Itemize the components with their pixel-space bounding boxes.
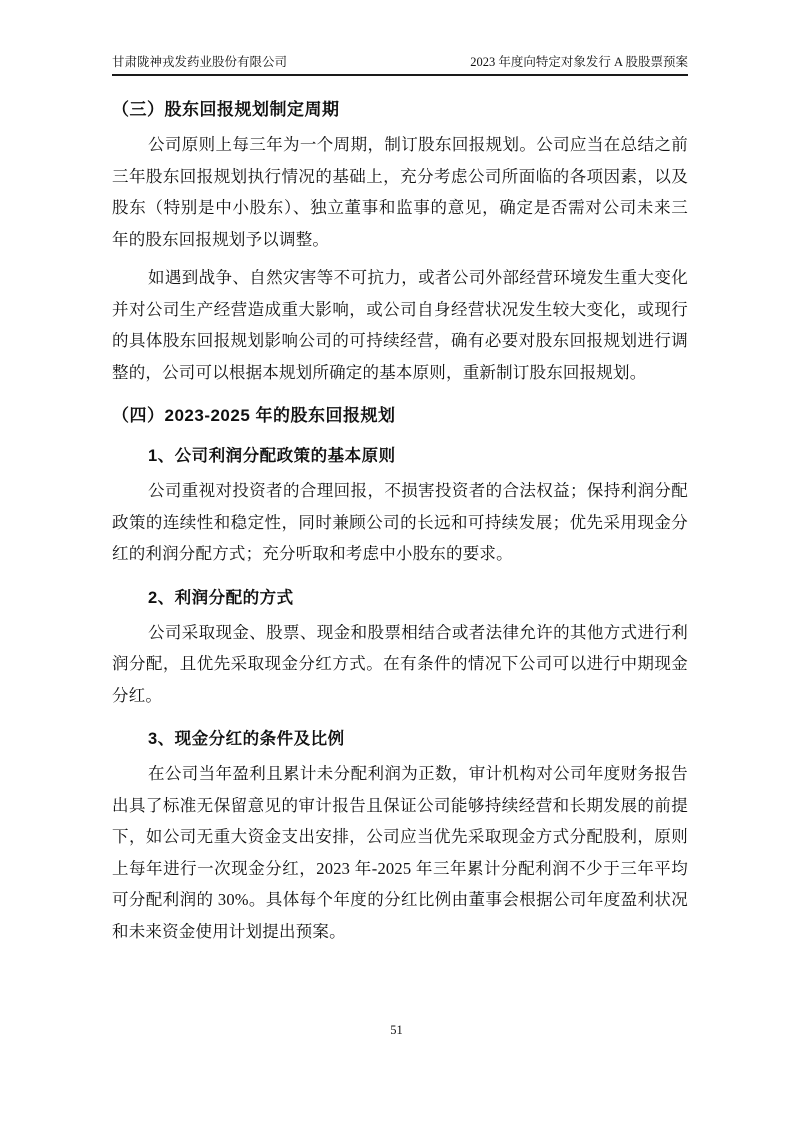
- paragraph-distribution-method: 公司采取现金、股票、现金和股票相结合或者法律允许的其他方式进行利润分配，且优先采取现金分红方式。在有条件的情况下公司可以进行中期现金分红。: [112, 622, 688, 705]
- paragraph-cash-dividend-conditions: 在公司当年盈利且累计未分配利润为正数，审计机构对公司年度财务报告出具了标准无保留意见的审计报告且保证公司能够持续经营和长期发展的前提下，如公司无重大资金支出安排，公司应当优先采取现金方式分配股利，原则上每年进行一次现金分红，2023 年-2025 年三年累计分配利润不少于三年平均可分配利润的 30%。具体每个年度的分红比例由董事会根据公司年度盈利状况和未来资金使用计划提出预案。: [112, 764, 688, 941]
- page-number: 51: [390, 1023, 403, 1037]
- header-company-name: 甘肃陇神戎发药业股份有限公司: [112, 55, 288, 69]
- page-footer: [0, 1022, 793, 1038]
- paragraph-cycle-1: 公司原则上每三年为一个周期，制订股东回报规划。公司应当在总结之前三年股东回报规划执行情况的基础上，充分考虑公司所面临的各项因素，以及股东（特别是中小股东）、独立董事和监事的意见，确定是否需对公司未来三年的股东回报规划予以调整。: [112, 135, 688, 249]
- section-heading-3: （三）股东回报规划制定周期: [112, 100, 340, 119]
- paragraph-cycle-2: 如遇到战争、自然灾害等不可抗力，或者公司外部经营环境发生重大变化并对公司生产经营造成重大影响，或公司自身经营状况发生较大变化，或现行的具体股东回报规划影响公司的可持续经营，确有必要对股东回报规划进行调整的，公司可以根据本规划所确定的基本原则，重新制订股东回报规划。: [112, 268, 688, 382]
- paragraph-principles: 公司重视对投资者的合理回报，不损害投资者的合法权益；保持利润分配政策的连续性和稳定性，同时兼顾公司的长远和可持续发展；优先采用现金分红的利润分配方式；充分听取和考虑中小股东的要求。: [112, 481, 688, 563]
- document-body: [112, 90, 688, 947]
- section-heading-4: （四）2023-2025 年的股东回报规划: [112, 406, 396, 425]
- subsection-heading-3: 3、现金分红的条件及比例: [148, 730, 345, 748]
- header-document-title: 2023 年度向特定对象发行 A 股股票预案: [470, 55, 688, 69]
- subsection-heading-1: 1、公司利润分配政策的基本原则: [148, 447, 396, 465]
- page-header: [112, 54, 688, 76]
- subsection-heading-2: 2、利润分配的方式: [148, 588, 294, 607]
